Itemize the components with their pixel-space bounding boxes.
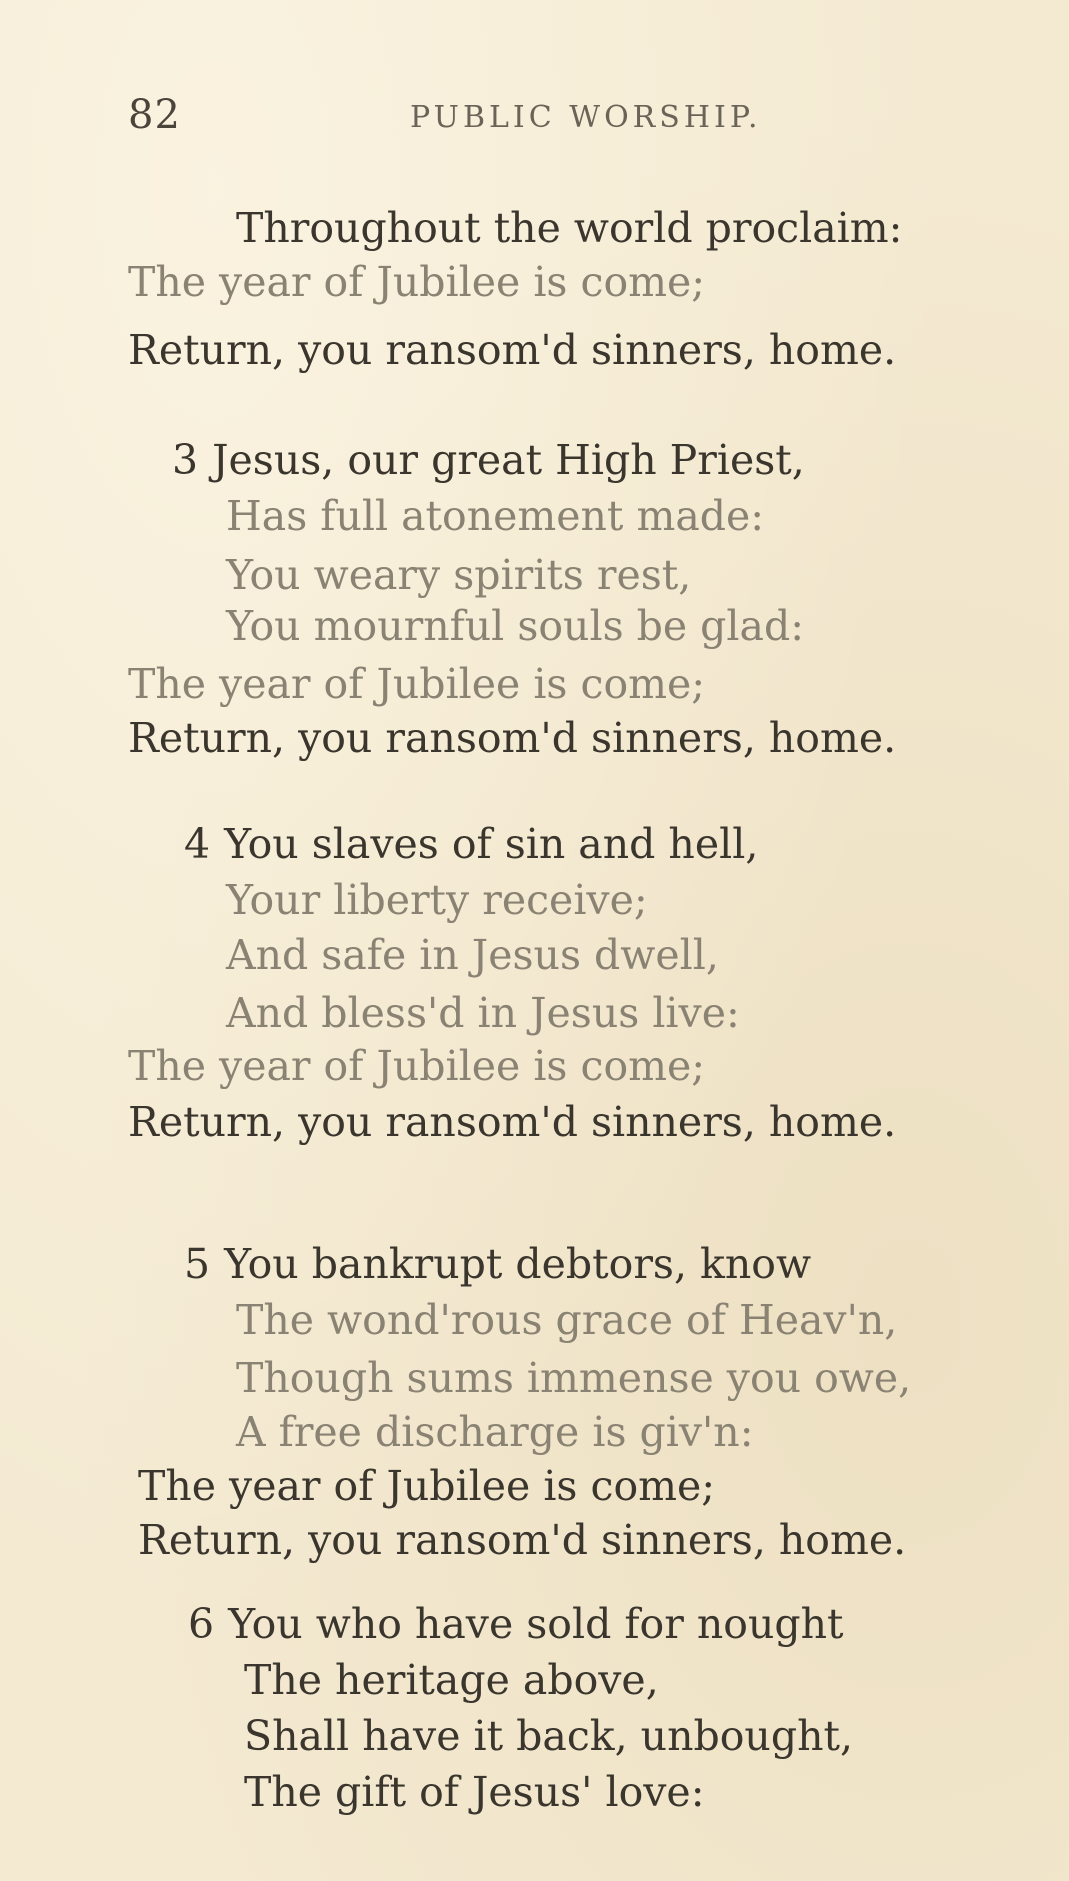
verse-line: The gift of Jesus' love: (244, 1768, 705, 1816)
stanza-number: 6 (188, 1600, 215, 1648)
stanza-6-line-1 (188, 1600, 844, 1648)
verse-line: You mournful souls be glad: (226, 602, 805, 650)
verse-line: The wond'rous grace of Heav'n, (236, 1296, 898, 1344)
stanza-number: 3 (172, 436, 199, 484)
verse-line: You slaves of sin and hell, (224, 820, 759, 868)
verse-line: The year of Jubilee is come; (128, 660, 706, 708)
stanza-3-line-1 (172, 436, 805, 484)
stanza-number: 5 (184, 1240, 211, 1288)
fragment-line: The year of Jubilee is come; (128, 258, 706, 306)
verse-line: And safe in Jesus dwell, (226, 931, 719, 979)
verse-line: The heritage above, (244, 1656, 659, 1704)
fragment-line: Throughout the world proclaim: (236, 204, 903, 252)
verse-line: Return, you ransom'd sinners, home. (138, 1516, 907, 1564)
verse-line: Has full atonement made: (226, 492, 765, 540)
verse-line: Return, you ransom'd sinners, home. (128, 1098, 897, 1146)
running-title: PUBLIC WORSHIP. (410, 100, 762, 135)
stanza-4-line-1 (184, 820, 759, 868)
verse-line: Jesus, our great High Priest, (212, 436, 805, 484)
stanza-number: 4 (184, 820, 211, 868)
fragment-line: Return, you ransom'd sinners, home. (128, 326, 897, 374)
verse-line: The year of Jubilee is come; (128, 1042, 706, 1090)
verse-line: Shall have it back, unbought, (244, 1712, 853, 1760)
verse-line: You weary spirits rest, (226, 551, 692, 599)
page-header (128, 92, 948, 152)
verse-line: And bless'd in Jesus live: (226, 989, 740, 1037)
stanza-5-line-1 (184, 1240, 812, 1288)
verse-line: Your liberty receive; (226, 876, 648, 924)
verse-line: You bankrupt debtors, know (224, 1240, 812, 1288)
verse-line: You who have sold for nought (228, 1600, 844, 1648)
verse-line: Though sums immense you owe, (236, 1354, 912, 1402)
page-number: 82 (128, 92, 181, 138)
verse-line: The year of Jubilee is come; (138, 1462, 716, 1510)
verse-line: A free discharge is giv'n: (236, 1408, 754, 1456)
verse-line: Return, you ransom'd sinners, home. (128, 714, 897, 762)
